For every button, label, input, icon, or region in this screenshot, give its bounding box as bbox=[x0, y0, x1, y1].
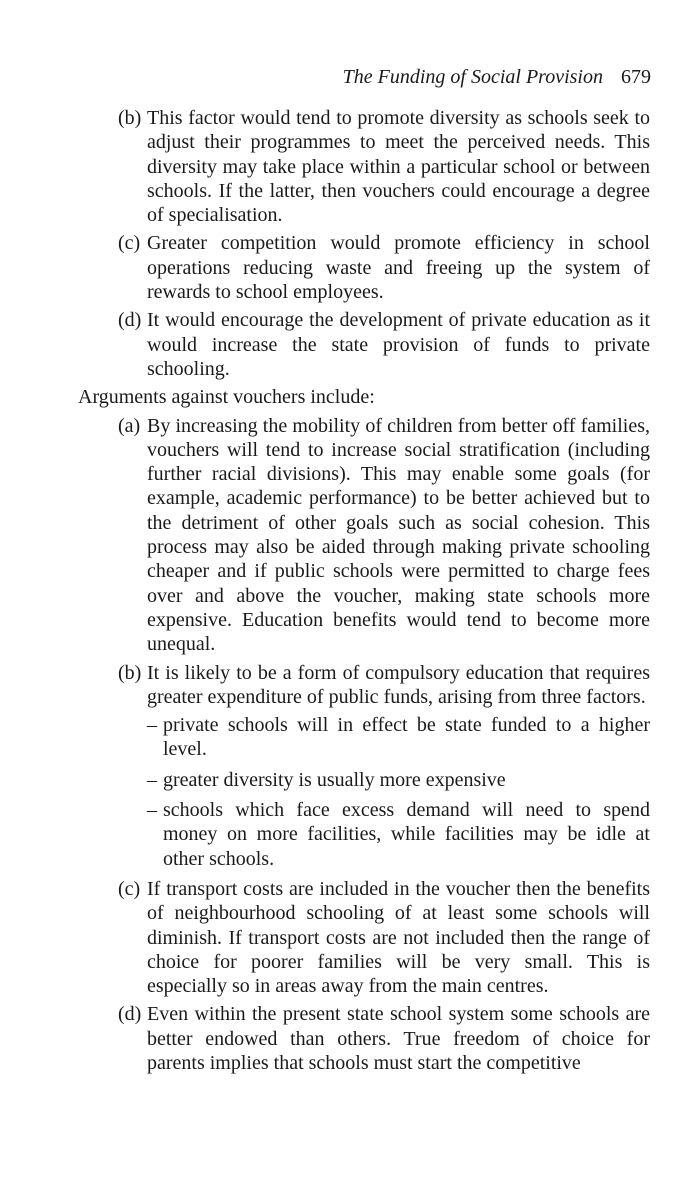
sub-list-item bbox=[78, 713, 650, 762]
dash-marker: – bbox=[147, 768, 157, 791]
sub-list-item-text: private schools will in effect be state funded to a higher level. bbox=[163, 714, 650, 761]
dash-marker: – bbox=[147, 799, 157, 822]
list-marker: (b) bbox=[118, 107, 142, 129]
sub-list-item bbox=[78, 798, 650, 871]
page-number: 679 bbox=[621, 66, 651, 88]
sub-list-item-text: greater diversity is usually more expensive bbox=[163, 768, 506, 791]
list-item-text: Greater competition would promote efficiency in school operations reducing waste and freeing up the system of rewards to school employees. bbox=[147, 232, 650, 304]
sub-list-item-text: schools which face excess demand will need to spend money on more facilities, while facilities may be idle at other schools. bbox=[163, 799, 650, 870]
list-marker: (d) bbox=[118, 1003, 142, 1026]
list-marker: (d) bbox=[118, 309, 142, 332]
list-marker: (c) bbox=[118, 877, 141, 900]
list-item bbox=[78, 877, 650, 998]
list-item-text: This factor would tend to promote diversity as schools seek to adjust their programmes to meet the perceived needs. This diversity may take place within a particular school or between schools. If the latter, then vouchers could encourage a degree of specialisation. bbox=[147, 107, 650, 227]
list-item-text: It is likely to be a form of compulsory education that requires greater expenditure of public funds, arising from three factors. bbox=[147, 661, 650, 708]
running-title: The Funding of Social Provision bbox=[342, 66, 603, 88]
list-item bbox=[78, 231, 650, 304]
dash-marker: – bbox=[147, 714, 157, 737]
list-item bbox=[78, 308, 650, 381]
list-marker: (a) bbox=[118, 414, 141, 437]
list-marker: (c) bbox=[118, 232, 141, 255]
list-item-text: If transport costs are included in the voucher then the benefits of neighbourhood schooling of at least some schools will diminish. If transport costs are not included then the range of choice for poorer families will be very small. This is especially so in areas away from the main centres. bbox=[147, 877, 650, 998]
running-header bbox=[343, 64, 651, 90]
list-marker: (b) bbox=[118, 661, 142, 684]
list-item-text: Even within the present state school system some schools are better endowed than others. True freedom of choice for parents implies that schools must start the competitive bbox=[147, 1003, 650, 1074]
section-intro: Arguments against vouchers include: bbox=[78, 386, 375, 409]
sub-list-item bbox=[78, 768, 650, 792]
list-item bbox=[78, 414, 650, 657]
list-item bbox=[78, 661, 650, 710]
list-item-text: It would encourage the development of private education as it would increase the state provision of funds to private schooling. bbox=[147, 309, 650, 380]
list-item bbox=[78, 1002, 650, 1075]
body-text bbox=[78, 106, 650, 1079]
list-item bbox=[78, 106, 650, 227]
list-item-text: By increasing the mobility of children from better off families, vouchers will tend to increase social stratification (including further racial divisions). This may enable some goals (for example, academic performance) to be better achieved but to the detriment of other goals such as social cohesion. This process may also be aided through making private schooling cheaper and if public schools were permitted to charge fees over and above the voucher, making state schools more expensive. Education benefits would tend to become more unequal. bbox=[147, 414, 650, 656]
